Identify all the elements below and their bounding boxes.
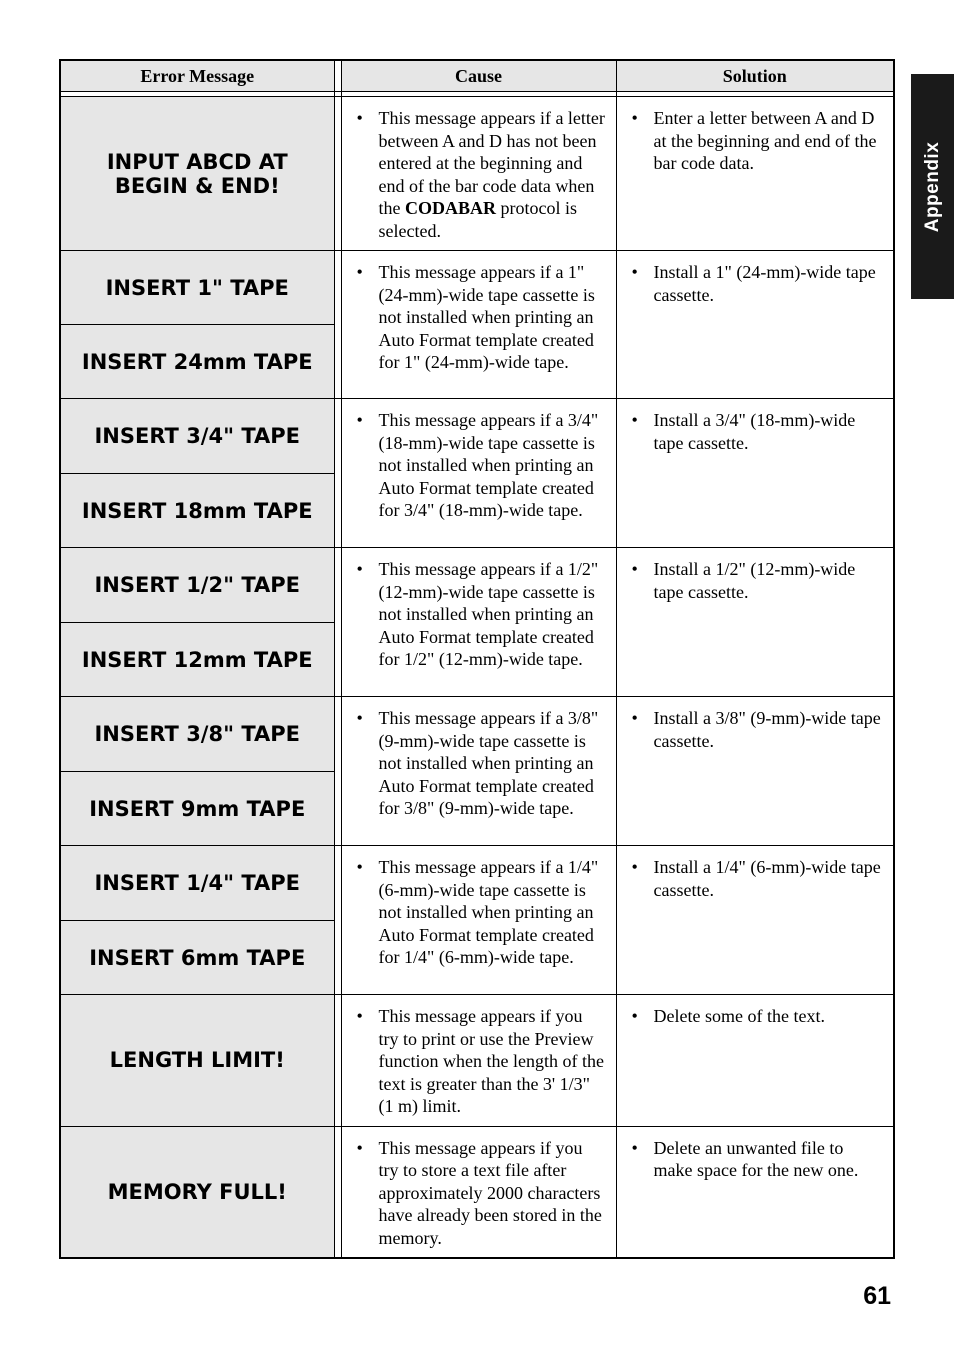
solution-cell bbox=[616, 97, 894, 251]
appendix-tab-label: Appendix bbox=[921, 141, 943, 232]
error-message: INSERT 18mm TAPE bbox=[60, 474, 334, 548]
cause-cell bbox=[341, 97, 616, 251]
cause-cell bbox=[341, 995, 616, 1127]
cause-text: • This message appears if you try to print or use the Preview function when the length of the text is greater than the 3' 1/3" (1 m) limit. bbox=[342, 995, 616, 1126]
solution-cell bbox=[616, 1126, 894, 1258]
solution-text: • Install a 3/4" (18-mm)-wide tape cassette. bbox=[617, 399, 894, 462]
solution-text: • Install a 1/2" (12-mm)-wide tape cassette. bbox=[617, 548, 894, 611]
solution-cell bbox=[616, 251, 894, 399]
cause-cell bbox=[341, 1126, 616, 1258]
error-message-table bbox=[59, 59, 895, 1259]
error-message: INSERT 9mm TAPE bbox=[60, 772, 334, 846]
table-row bbox=[60, 399, 894, 474]
error-message: INSERT 24mm TAPE bbox=[60, 325, 334, 399]
solution-text: • Install a 1/4" (6-mm)-wide tape cassette. bbox=[617, 846, 894, 909]
cause-text: • This message appears if a 3/8" (9-mm)-wide tape cassette is not installed when printing an Auto Format template created for 3/8" (9-mm)-wide tape. bbox=[342, 697, 616, 828]
solution-text: • Delete an unwanted file to make space for the new one. bbox=[617, 1127, 894, 1190]
cause-cell bbox=[341, 846, 616, 995]
error-message: INSERT 3/8" TAPE bbox=[60, 697, 334, 772]
table-row bbox=[60, 1126, 894, 1258]
solution-cell bbox=[616, 548, 894, 697]
table-row bbox=[60, 995, 894, 1127]
solution-text: • Install a 3/8" (9-mm)-wide tape cassette. bbox=[617, 697, 894, 760]
table-row bbox=[60, 846, 894, 921]
table-row bbox=[60, 548, 894, 623]
solution-cell bbox=[616, 995, 894, 1127]
error-message: INSERT 3/4" TAPE bbox=[60, 399, 334, 474]
cause-text: • This message appears if a 1/2" (12-mm)-wide tape cassette is not installed when printing an Auto Format template created for 1/2" (12-mm)-wide tape. bbox=[342, 548, 616, 679]
cause-text: • This message appears if a letter between A and D has not been entered at the beginning and end of the bar code data when the CODABAR protocol is selected. bbox=[342, 97, 616, 250]
error-message: MEMORY FULL! bbox=[60, 1126, 334, 1258]
table-header-row bbox=[60, 60, 894, 92]
solution-cell bbox=[616, 399, 894, 548]
header-solution: Solution bbox=[616, 60, 894, 92]
table-row bbox=[60, 251, 894, 325]
error-message: INSERT 1" TAPE bbox=[60, 251, 334, 325]
error-message: INSERT 6mm TAPE bbox=[60, 921, 334, 995]
cause-cell bbox=[341, 399, 616, 548]
cause-cell bbox=[341, 251, 616, 399]
solution-cell bbox=[616, 697, 894, 846]
header-gap bbox=[334, 60, 341, 92]
appendix-side-tab bbox=[911, 74, 954, 299]
solution-text: • Install a 1" (24-mm)-wide tape cassette. bbox=[617, 251, 894, 314]
cause-cell bbox=[341, 697, 616, 846]
error-message: INSERT 12mm TAPE bbox=[60, 623, 334, 697]
table-row bbox=[60, 97, 894, 251]
header-error-message: Error Message bbox=[60, 60, 334, 92]
cause-text: • This message appears if a 1/4" (6-mm)-wide tape cassette is not installed when printing an Auto Format template created for 1/4" (6-mm)-wide tape. bbox=[342, 846, 616, 977]
solution-cell bbox=[616, 846, 894, 995]
error-message: INPUT ABCD AT BEGIN & END! bbox=[60, 97, 334, 251]
cause-text: • This message appears if a 3/4" (18-mm)-wide tape cassette is not installed when printing an Auto Format template created for 3/4" (18-mm)-wide tape. bbox=[342, 399, 616, 530]
error-message: INSERT 1/4" TAPE bbox=[60, 846, 334, 921]
cause-cell bbox=[341, 548, 616, 697]
page-number: 61 bbox=[863, 1282, 891, 1310]
solution-text: • Enter a letter between A and D at the beginning and end of the bar code data. bbox=[617, 97, 894, 183]
solution-text: • Delete some of the text. bbox=[617, 995, 894, 1036]
error-message: INSERT 1/2" TAPE bbox=[60, 548, 334, 623]
table-row bbox=[60, 697, 894, 772]
cause-text: • This message appears if you try to store a text file after approximately 2000 characters have already been stored in the memory. bbox=[342, 1127, 616, 1258]
error-message: LENGTH LIMIT! bbox=[60, 995, 334, 1127]
header-cause: Cause bbox=[341, 60, 616, 92]
cause-text: • This message appears if a 1" (24-mm)-wide tape cassette is not installed when printing an Auto Format template created for 1" (24-mm)-wide tape. bbox=[342, 251, 616, 382]
